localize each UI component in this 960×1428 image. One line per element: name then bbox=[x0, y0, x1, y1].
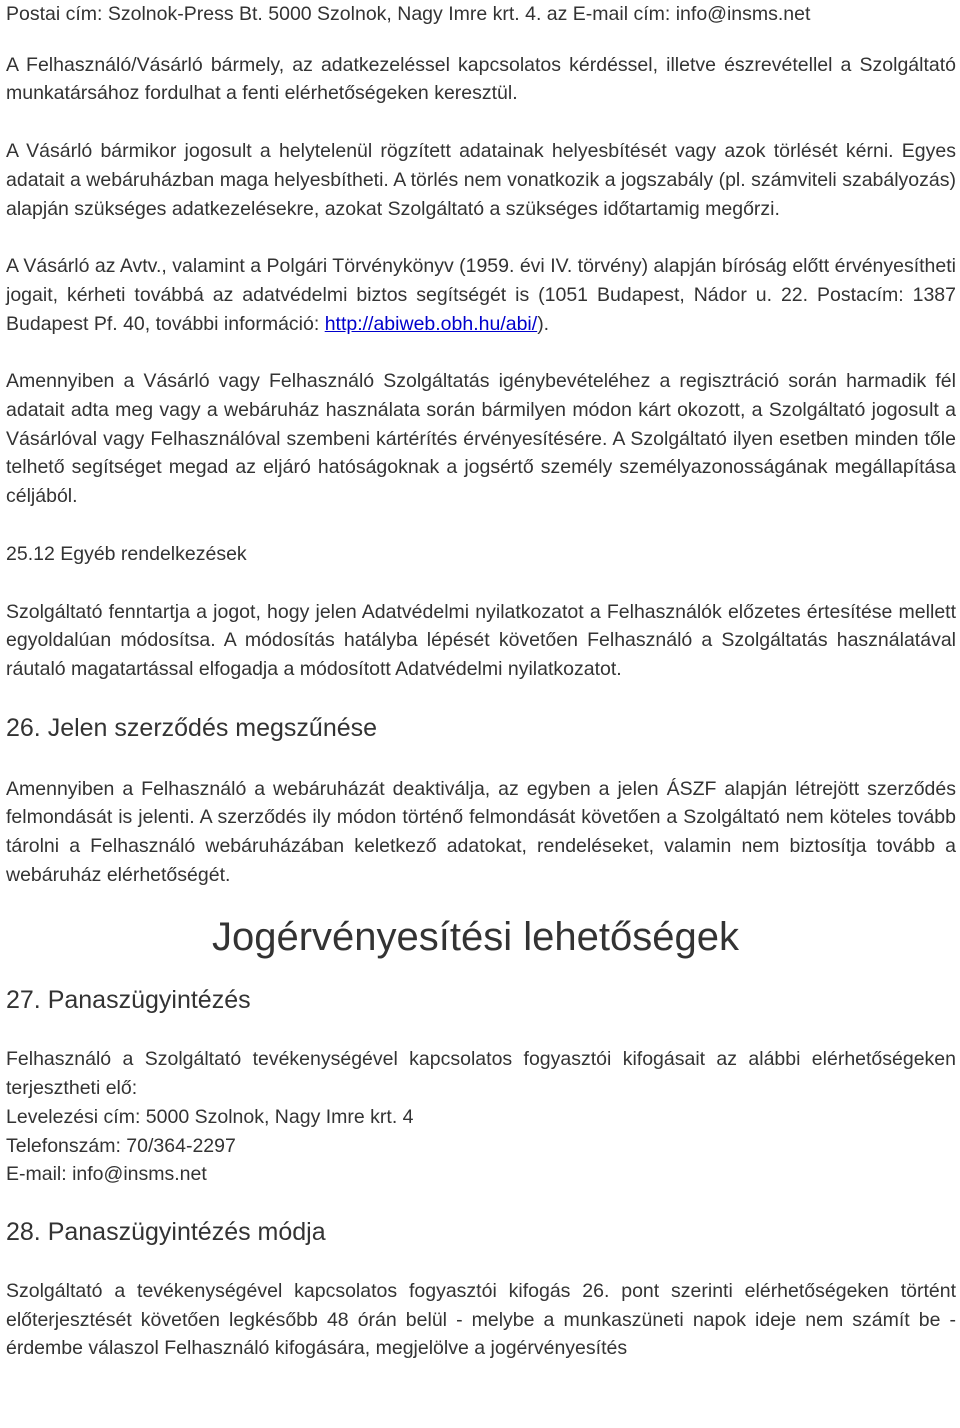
modification-paragraph: Szolgáltató fenntartja a jogot, hogy jelen Adatvédelmi nyilatkozatot a Felhasználók előzetes értesítése mellett egyoldalúan módosítsa. A módosítás hatályba lépését követően Felhasználó a Szolgáltatás használatával ráutaló magatartással elfogadja a módosított Adatvédelmi nyilatkozatot. bbox=[6, 600, 956, 680]
third-party-paragraph: Amennyiben a Vásárló vagy Felhasználó Szolgáltatás igénybevételéhez a regisztráció során harmadik fél adatait adta meg vagy a webáruház használata során bármilyen módon kárt okozott, a Szolgáltató jogosult a Vásárlóval vagy Felhasználóval szembeni kártérítés érvényesítésére. A Szolgáltató ilyen esetben minden tőle telhető segítséget megad az eljáró hatóságoknak a jogsértő személy személyazonosságának megállapítása céljából. bbox=[6, 370, 956, 508]
postal-address-paragraph: Postai cím: Szolnok-Press Bt. 5000 Szolnok, Nagy Imre krt. 4. az E-mail cím: info@insms.net bbox=[6, 3, 811, 25]
correction-paragraph: A Vásárló bármikor jogosult a helytelenül rögzített adatainak helyesbítését vagy azok törlését kérni. Egyes adatait a webáruházban maga helyesbítheti. A törlés nem vonatkozik a jogszabály (pl. számviteli szabályozás) alapján szükséges adatkezelésekre, azokat Szolgáltató a szükséges időtartamig megőrzi. bbox=[6, 140, 956, 220]
section-27-heading: 27. Panaszügyintézés bbox=[6, 986, 251, 1015]
avtv-paragraph bbox=[6, 252, 956, 338]
contact-phone: Telefonszám: 70/364-2297 bbox=[6, 1134, 236, 1157]
contact-email: E-mail: info@insms.net bbox=[6, 1163, 207, 1186]
main-heading: Jogérvényesítési lehetőségek bbox=[212, 915, 739, 960]
section-25-12-heading: 25.12 Egyéb rendelkezések bbox=[6, 542, 247, 565]
document-page bbox=[6, 0, 956, 1363]
section-28-heading: 28. Panaszügyintézés módja bbox=[6, 1217, 326, 1246]
contact-address: Levelezési cím: 5000 Szolnok, Nagy Imre krt. 4 bbox=[6, 1105, 414, 1128]
complaint-method-paragraph: Szolgáltató a tevékenységével kapcsolatos fogyasztói kifogás 26. pont szerinti elérhetőségeken történt előterjesztését követően legkésőbb 48 órán belül - melybe a munkaszüneti napok ideje nem számít be - érdembe válaszol Felhasználó kifogására, megjelölve a jogérvényesítés bbox=[6, 1279, 956, 1360]
termination-paragraph: Amennyiben a Felhasználó a webáruházát deaktiválja, az egyben a jelen ÁSZF alapján létrejött szerződés felmondását is jelenti. A szerződés ily módon történő felmondását követően a Szolgáltató nem köteles tovább tárolni a Felhasználó webáruházában keletkező adatokat, rendeléseket, valamin nem biztosítja tovább a webáruház elérhetőségét. bbox=[6, 777, 956, 886]
avtv-text-end: ). bbox=[537, 312, 550, 335]
contact-paragraph: A Felhasználó/Vásárló bármely, az adatkezeléssel kapcsolatos kérdéssel, illetve észrevétellel a Szolgáltató munkatársához fordulhat a fenti elérhetőségeken keresztül. bbox=[6, 53, 956, 105]
abi-link[interactable]: http://abiweb.obh.hu/abi/ bbox=[324, 312, 538, 335]
section-26-heading: 26. Jelen szerződés megszűnése bbox=[6, 713, 378, 742]
complaint-intro-paragraph: Felhasználó a Szolgáltató tevékenységével kapcsolatos fogyasztói kifogásait az alábbi elérhetőségeken terjesztheti elő: bbox=[6, 1048, 956, 1100]
avtv-text: A Vásárló az Avtv., valamint a Polgári Törvénykönyv (1959. évi IV. törvény) alapján bíróság előtt érvényesítheti jogait, kérheti továbbá az adatvédelmi biztos segítségét is (1051 Budapest, Nádor u. 22. Postacím: 1387 Budapest Pf. 40, további információ: bbox=[6, 255, 956, 335]
